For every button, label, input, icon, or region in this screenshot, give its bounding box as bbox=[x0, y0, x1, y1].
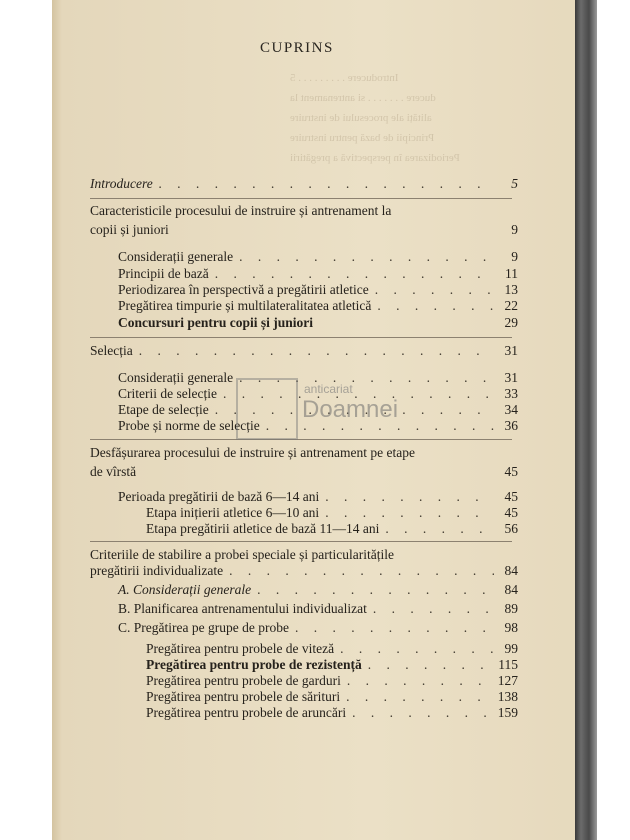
bleed-through-text: Introducere . . . . . . . . . 5 bbox=[290, 72, 399, 84]
toc-entry: Principii de bază . . . 11 bbox=[118, 266, 518, 282]
section-divider bbox=[90, 337, 512, 338]
toc-entry: Pregătirea pentru probele de viteză . . . 99 bbox=[146, 641, 518, 657]
section-divider bbox=[90, 541, 512, 542]
toc-entry: Criterii de selecție . . . 33 bbox=[118, 386, 518, 402]
toc-entry: Etapa inițierii atletice 6—10 ani . . . 45 bbox=[146, 505, 518, 521]
toc-entry: A. Considerații generale . . . 84 bbox=[118, 582, 518, 598]
toc-entry-heading: Desfășurarea procesului de instruire și antrenament pe etape bbox=[90, 445, 415, 460]
toc-entry: Pregătirea pentru probe de rezistență . . . 115 bbox=[146, 657, 518, 673]
toc-entry: Considerații generale . . . 9 bbox=[118, 249, 518, 265]
toc-entry: Considerații generale . . . 31 bbox=[118, 370, 518, 386]
toc-entry: Concursuri pentru copii și juniori 29 bbox=[118, 315, 518, 330]
section-divider bbox=[90, 198, 512, 199]
page-title: CUPRINS bbox=[260, 40, 334, 56]
watermark-small-text: anticariat bbox=[304, 382, 353, 396]
toc-entry: Pregătirea timpurie și multilateralitatea atletică . . . 22 bbox=[118, 298, 518, 314]
book-spine bbox=[575, 0, 597, 840]
toc-entry: C. Pregătirea pe grupe de probe . . . 98 bbox=[118, 620, 518, 636]
toc-entry: Pregătirea pentru probele de aruncări . . . 159 bbox=[146, 705, 518, 721]
bleed-through-text: alități ale procesului de instruire bbox=[290, 112, 432, 124]
toc-entry: de vîrstă 45 bbox=[90, 464, 518, 479]
toc-entry: Etapa pregătirii atletice de bază 11—14 ani . . . 56 bbox=[146, 521, 518, 537]
toc-entry: Etape de selecție . . . 34 bbox=[118, 402, 518, 418]
toc-entry: pregătirii individualizate . . . 84 bbox=[90, 563, 518, 579]
toc-entry-heading: Caracteristicile procesului de instruire și antrenament la bbox=[90, 203, 392, 218]
toc-entry: Introducere . . . 5 bbox=[90, 176, 518, 192]
toc-entry: B. Planificarea antrenamentului individualizat . . . 89 bbox=[118, 601, 518, 617]
bleed-through-text: ducere . . . . . . . si antrenament la bbox=[290, 92, 436, 104]
bleed-through-text: Principii de bază pentru instruire bbox=[290, 132, 435, 144]
toc-entry: Probe și norme de selecție . . . 36 bbox=[118, 418, 518, 434]
toc-entry: Periodizarea în perspectivă a pregătirii atletice . . . 13 bbox=[118, 282, 518, 298]
toc-entry-heading: Criteriile de stabilire a probei speciale și particularitățile bbox=[90, 547, 395, 562]
bleed-through-text: Periodizarea în perspectivă a pregătirii bbox=[290, 152, 460, 164]
watermark-large-text: Doamnei bbox=[302, 396, 399, 423]
toc-entry: Perioada pregătirii de bază 6—14 ani . . . 45 bbox=[118, 489, 518, 505]
toc-entry: Pregătirea pentru probele de garduri . . . 127 bbox=[146, 673, 518, 689]
watermark-logo-icon bbox=[236, 378, 298, 440]
toc-entry: copii și juniori 9 bbox=[90, 222, 518, 237]
toc-entry: Pregătirea pentru probele de sărituri . . . 138 bbox=[146, 689, 518, 705]
toc-entry: Selecția . . . 31 bbox=[90, 343, 518, 359]
watermark bbox=[236, 378, 426, 448]
